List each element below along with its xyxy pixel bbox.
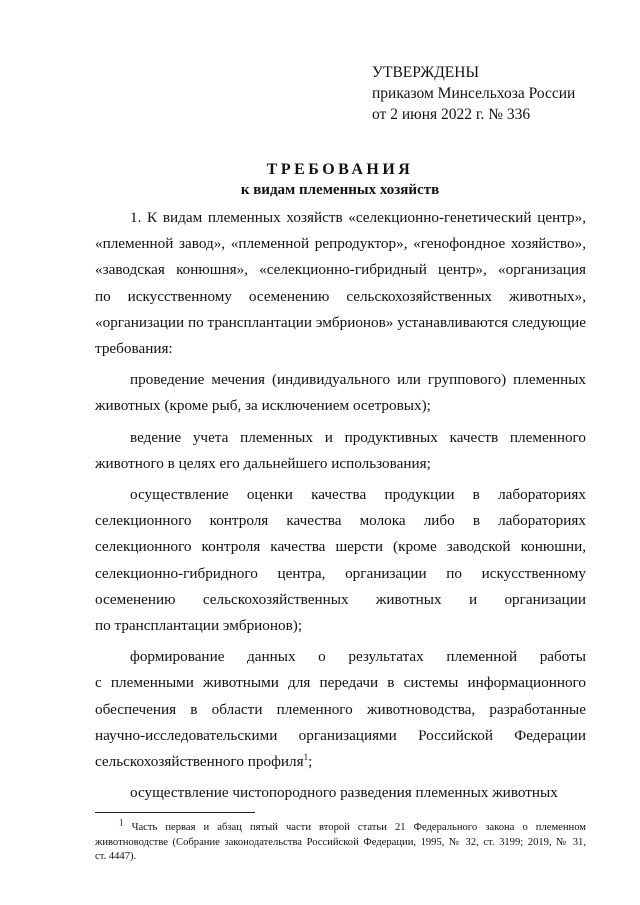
footnote-line bbox=[95, 836, 586, 851]
paragraph-line: «заводская конюшня», «селекционно-гибридный центр», «организация bbox=[95, 261, 586, 279]
paragraph-line: проведение мечения (индивидуального или группового) племенных bbox=[130, 371, 586, 389]
approval-line-2: приказом Минсельхоза России bbox=[372, 85, 576, 102]
footnote-text: ст. 4447). bbox=[95, 851, 137, 862]
document-title: ТРЕБОВАНИЯ bbox=[266, 161, 414, 178]
approval-line-3: от 2 июня 2022 г. № 336 bbox=[372, 106, 531, 123]
paragraph-line: по трансплантации эмбрионов); bbox=[95, 617, 303, 635]
paragraph-line: по искусственному осеменению сельскохозяйственных животных», bbox=[95, 287, 586, 305]
document-subtitle: к видам племенных хозяйств bbox=[240, 182, 440, 198]
paragraph-line: «племенной завод», «племенной репродуктор», «генофондное хозяйство», bbox=[95, 235, 586, 253]
approval-stamp bbox=[372, 62, 575, 125]
paragraph-line: сельскохозяйственного профиля$^1$; bbox=[95, 752, 313, 771]
paragraph bbox=[95, 644, 586, 775]
paragraph-line: ведение учета племенных и продуктивных качеств племенного bbox=[130, 428, 586, 446]
paragraph-line: с племенными животными для передачи в системы информационного bbox=[95, 674, 586, 692]
paragraph-line: животного в целях его дальнейшего использования; bbox=[95, 454, 431, 472]
paragraph-line: требования: bbox=[95, 340, 173, 358]
footnote-text: животноводстве (Собрание законодательства Российской Федерации, 1995, № 32, ст. 3199; 2019, № 31, bbox=[95, 836, 586, 848]
approval-line-1: УТВЕРЖДЕНЫ bbox=[372, 64, 479, 81]
paragraph bbox=[95, 205, 586, 362]
footnote-separator bbox=[95, 812, 255, 813]
paragraph-line: формирование данных о результатах племенной работы bbox=[130, 648, 586, 666]
paragraph-line: осуществление оценки качества продукции в лабораториях bbox=[130, 486, 586, 504]
paragraph-line: обеспечения в области племенного животноводства, разработанные bbox=[95, 700, 586, 718]
paragraph-line: селекционно-гибридного центра, организации по искусственному bbox=[95, 564, 586, 582]
footnote-line bbox=[95, 850, 586, 865]
footnote bbox=[95, 817, 586, 865]
paragraph-line: животных (кроме рыб, за исключением осетровых); bbox=[95, 397, 431, 415]
paragraph-line: осеменению сельскохозяйственных животных и организации bbox=[95, 590, 586, 608]
paragraph bbox=[95, 780, 586, 806]
footnote-text: Часть первая и абзац пятый части второй статьи 21 Федерального закона о племенном bbox=[131, 822, 586, 833]
paragraph-line: селекционного контроля качества шерсти (кроме заводской конюшни, bbox=[95, 538, 586, 556]
footnote-line bbox=[95, 817, 586, 836]
paragraph bbox=[95, 425, 586, 477]
paragraph-line: научно-исследовательскими организациями Российской Федерации bbox=[95, 726, 586, 744]
paragraph-tail: ; bbox=[308, 753, 313, 771]
paragraph bbox=[95, 367, 586, 419]
paragraph-line: осуществление чистопородного разведения племенных животных bbox=[130, 784, 558, 802]
paragraph-line: «организации по трансплантации эмбрионов» устанавливаются следующие bbox=[95, 313, 586, 331]
heading bbox=[95, 160, 585, 200]
paragraph-line: 1. К видам племенных хозяйств «селекционно-генетический центр», bbox=[130, 209, 586, 226]
footnote-reference[interactable]: 1 bbox=[303, 752, 309, 762]
footnote-mark: 1 bbox=[119, 817, 124, 828]
document-body bbox=[95, 205, 586, 811]
paragraph-line: селекционного контроля качества молока либо в лабораториях bbox=[95, 512, 586, 530]
paragraph bbox=[95, 482, 586, 639]
